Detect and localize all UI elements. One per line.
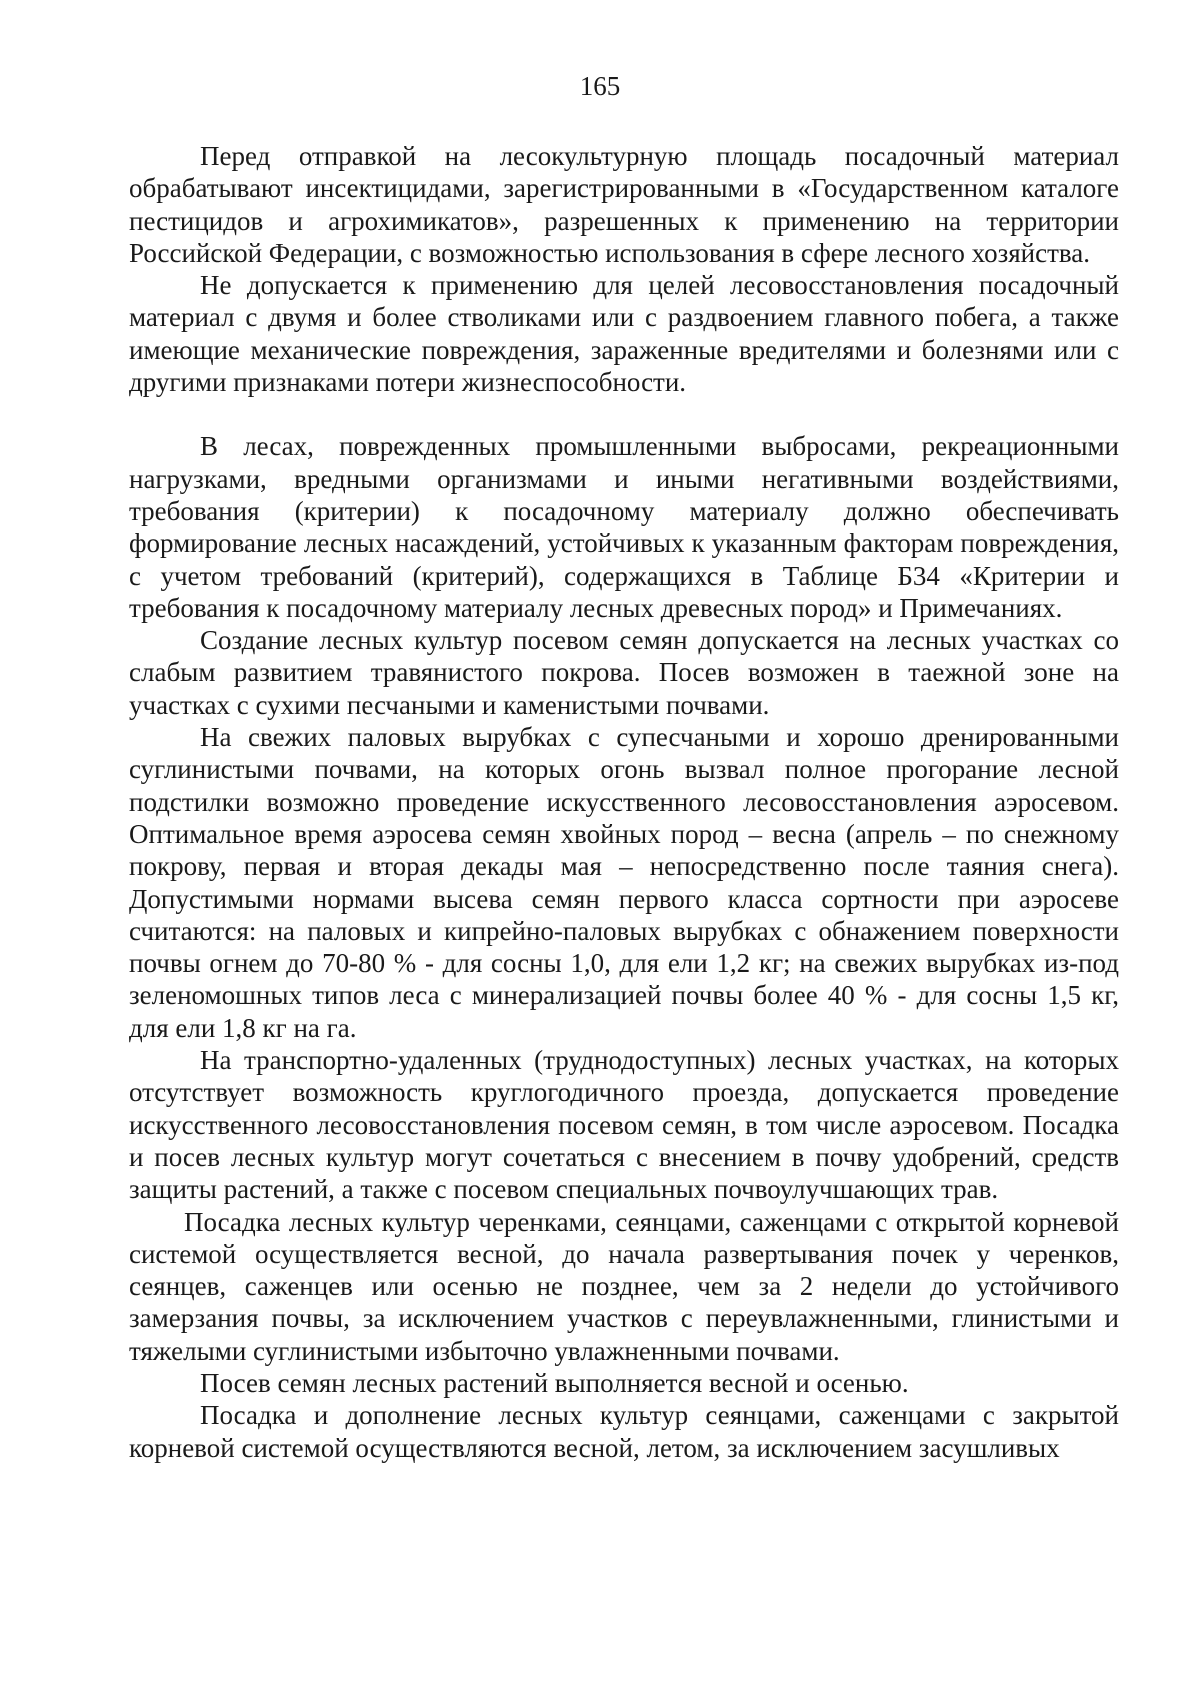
- paragraph-5: На свежих паловых вырубках с супесчаными и хорошо дренированными суглинистыми почвами, на которых огонь вызвал полное прогорание лесной подстилки возможно проведение искусственного лесовосстановления аэросевом. Оптимальное время аэросева семян хвойных пород – весна (апрель – по снежному покрову, первая и вторая декады мая – непосредственно после таяния снега). Допустимыми нормами высева семян первого класса сортности при аэросеве считаются: на паловых и кипрейно-паловых вырубках с обнажением поверхности почвы огнем до 70-80 % - для сосны 1,0, для ели 1,2 кг; на свежих вырубках из-под зеленомошных типов леса с минерализацией почвы более 40 % - для сосны 1,5 кг, для ели 1,8 кг на га.: [129, 722, 1119, 1043]
- paragraph-4: Создание лесных культур посевом семян допускается на лесных участках со слабым развитием травянистого покрова. Посев возможен в таежной зоне на участках с сухими песчаными и каменистыми почвами.: [129, 625, 1119, 720]
- page-number: 165: [579, 71, 621, 101]
- paragraph-1: Перед отправкой на лесокультурную площадь посадочный материал обрабатывают инсектицидами, зарегистрированными в «Государственном каталоге пестицидов и агрохимикатов», разрешенных к применению на территории Российской Федерации, с возможностью использования в сфере лесного хозяйства.: [129, 141, 1119, 268]
- paragraph-8: Посев семян лесных растений выполняется весной и осенью.: [200, 1367, 909, 1398]
- paragraph-6: На транспортно-удаленных (труднодоступных) лесных участках, на которых отсутствует возможность круглогодичного проезда, допускается проведение искусственного лесовосстановления посевом семян, в том числе аэросевом. Посадка и посев лесных культур могут сочетаться с внесением в почву удобрений, средств защиты растений, а также с посевом специальных почвоулучшающих трав.: [129, 1045, 1119, 1205]
- paragraph-2: Не допускается к применению для целей лесовосстановления посадочный материал с двумя и более стволиками или с раздвоением главного побега, а также имеющие механические повреждения, зараженные вредителями и болезнями или с другими признаками потери жизнеспособности.: [129, 270, 1119, 398]
- paragraph-3: В лесах, поврежденных промышленными выбросами, рекреационными нагрузками, вредными организмами и иными негативными воздействиями, требования (критерии) к посадочному материалу должно обеспечивать формирование лесных насаждений, устойчивых к указанным факторам повреждения, с учетом требований (критерий), содержащихся в Таблице Б34 «Критерии и требования к посадочному материалу лесных древесных пород» и Примечаниях.: [129, 431, 1119, 623]
- body-text: [129, 140, 1119, 1464]
- paragraph-9: Посадка и дополнение лесных культур сеянцами, саженцами с закрытой корневой системой осуществляются весной, летом, за исключением засушливых: [129, 1400, 1119, 1463]
- paragraph-7: Посадка лесных культур черенками, сеянцами, саженцами с открытой корневой системой осуществляется весной, до начала развертывания почек у черенков, сеянцев, саженцев или осенью не позднее, чем за 2 недели до устойчивого замерзания почвы, за исключением участков с переувлажненными, глинистыми и тяжелыми суглинистыми избыточно увлажненными почвами.: [129, 1206, 1119, 1366]
